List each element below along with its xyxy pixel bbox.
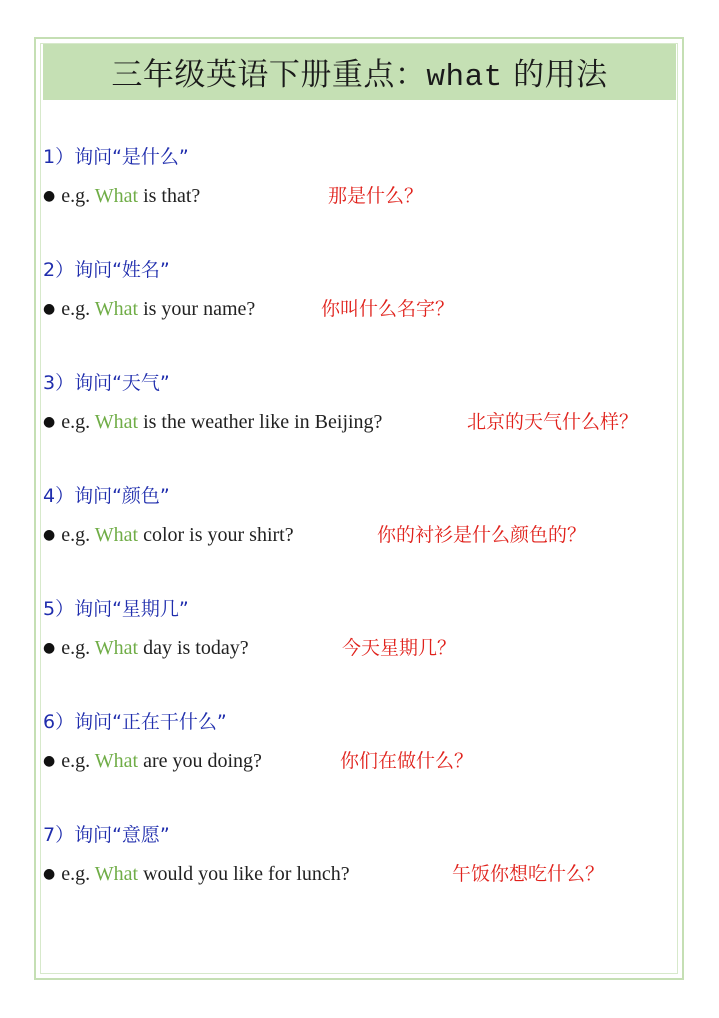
usage-section-6 <box>43 709 683 777</box>
title-banner <box>43 44 676 100</box>
example-rest: is your name? <box>138 298 256 320</box>
english-example <box>43 634 249 664</box>
example-prefix: e.g. <box>61 411 91 433</box>
example-prefix: e.g. <box>61 185 91 207</box>
section-heading: 5）询问“星期几” <box>43 598 189 620</box>
chinese-translation: 午饭你想吃什么？ <box>452 863 605 885</box>
chinese-translation: 那是什么？ <box>328 185 424 207</box>
bullet-icon: ● <box>43 527 56 543</box>
example-prefix: e.g. <box>61 524 91 546</box>
bullet-icon: ● <box>43 640 56 656</box>
chinese-translation: 你叫什么名字？ <box>321 298 455 320</box>
example-prefix: e.g. <box>61 863 91 885</box>
bullet-icon: ● <box>43 866 56 882</box>
bullet-icon: ● <box>43 301 56 317</box>
section-heading: 1）询问“是什么” <box>43 146 189 168</box>
usage-section-7 <box>43 822 683 890</box>
bullet-icon: ● <box>43 188 56 204</box>
example-rest: would you like for lunch? <box>138 863 350 885</box>
keyword-what: What <box>94 298 139 320</box>
keyword-what: What <box>94 411 139 433</box>
section-heading: 4）询问“颜色” <box>43 485 170 507</box>
example-prefix: e.g. <box>61 637 91 659</box>
example-row <box>43 521 683 551</box>
usage-section-1 <box>43 144 683 212</box>
example-row <box>43 860 683 890</box>
section-heading: 6）询问“正在干什么” <box>43 711 227 733</box>
english-example <box>43 521 294 551</box>
title-suffix: 的用法 <box>502 57 608 93</box>
usage-section-3 <box>43 370 683 438</box>
example-rest: color is your shirt? <box>138 524 294 546</box>
english-example <box>43 747 262 777</box>
title-prefix: 三年级英语下册重点： <box>111 57 427 93</box>
chinese-translation: 你们在做什么？ <box>340 750 474 772</box>
english-example <box>43 295 255 325</box>
english-example <box>43 860 350 890</box>
example-row <box>43 408 683 438</box>
example-prefix: e.g. <box>61 750 91 772</box>
example-rest: day is today? <box>138 637 249 659</box>
keyword-what: What <box>94 863 139 885</box>
title-keyword: what <box>426 60 503 95</box>
chinese-translation: 北京的天气什么样？ <box>467 411 639 433</box>
example-prefix: e.g. <box>61 298 91 320</box>
keyword-what: What <box>94 637 139 659</box>
example-row <box>43 634 683 664</box>
keyword-what: What <box>94 750 139 772</box>
chinese-translation: 今天星期几？ <box>342 637 457 659</box>
bullet-icon: ● <box>43 414 56 430</box>
example-rest: is that? <box>138 185 201 207</box>
page-title <box>111 49 607 95</box>
example-rest: are you doing? <box>138 750 262 772</box>
chinese-translation: 你的衬衫是什么颜色的？ <box>377 524 587 546</box>
section-heading: 2）询问“姓名” <box>43 259 170 281</box>
usage-section-4 <box>43 483 683 551</box>
usage-section-2 <box>43 257 683 325</box>
english-example <box>43 408 382 438</box>
example-row <box>43 182 683 212</box>
example-row <box>43 295 683 325</box>
keyword-what: What <box>94 185 139 207</box>
keyword-what: What <box>94 524 139 546</box>
example-row <box>43 747 683 777</box>
bullet-icon: ● <box>43 753 56 769</box>
usage-section-5 <box>43 596 683 664</box>
section-heading: 3）询问“天气” <box>43 372 170 394</box>
example-rest: is the weather like in Beijing? <box>138 411 383 433</box>
section-heading: 7）询问“意愿” <box>43 824 170 846</box>
english-example <box>43 182 200 212</box>
